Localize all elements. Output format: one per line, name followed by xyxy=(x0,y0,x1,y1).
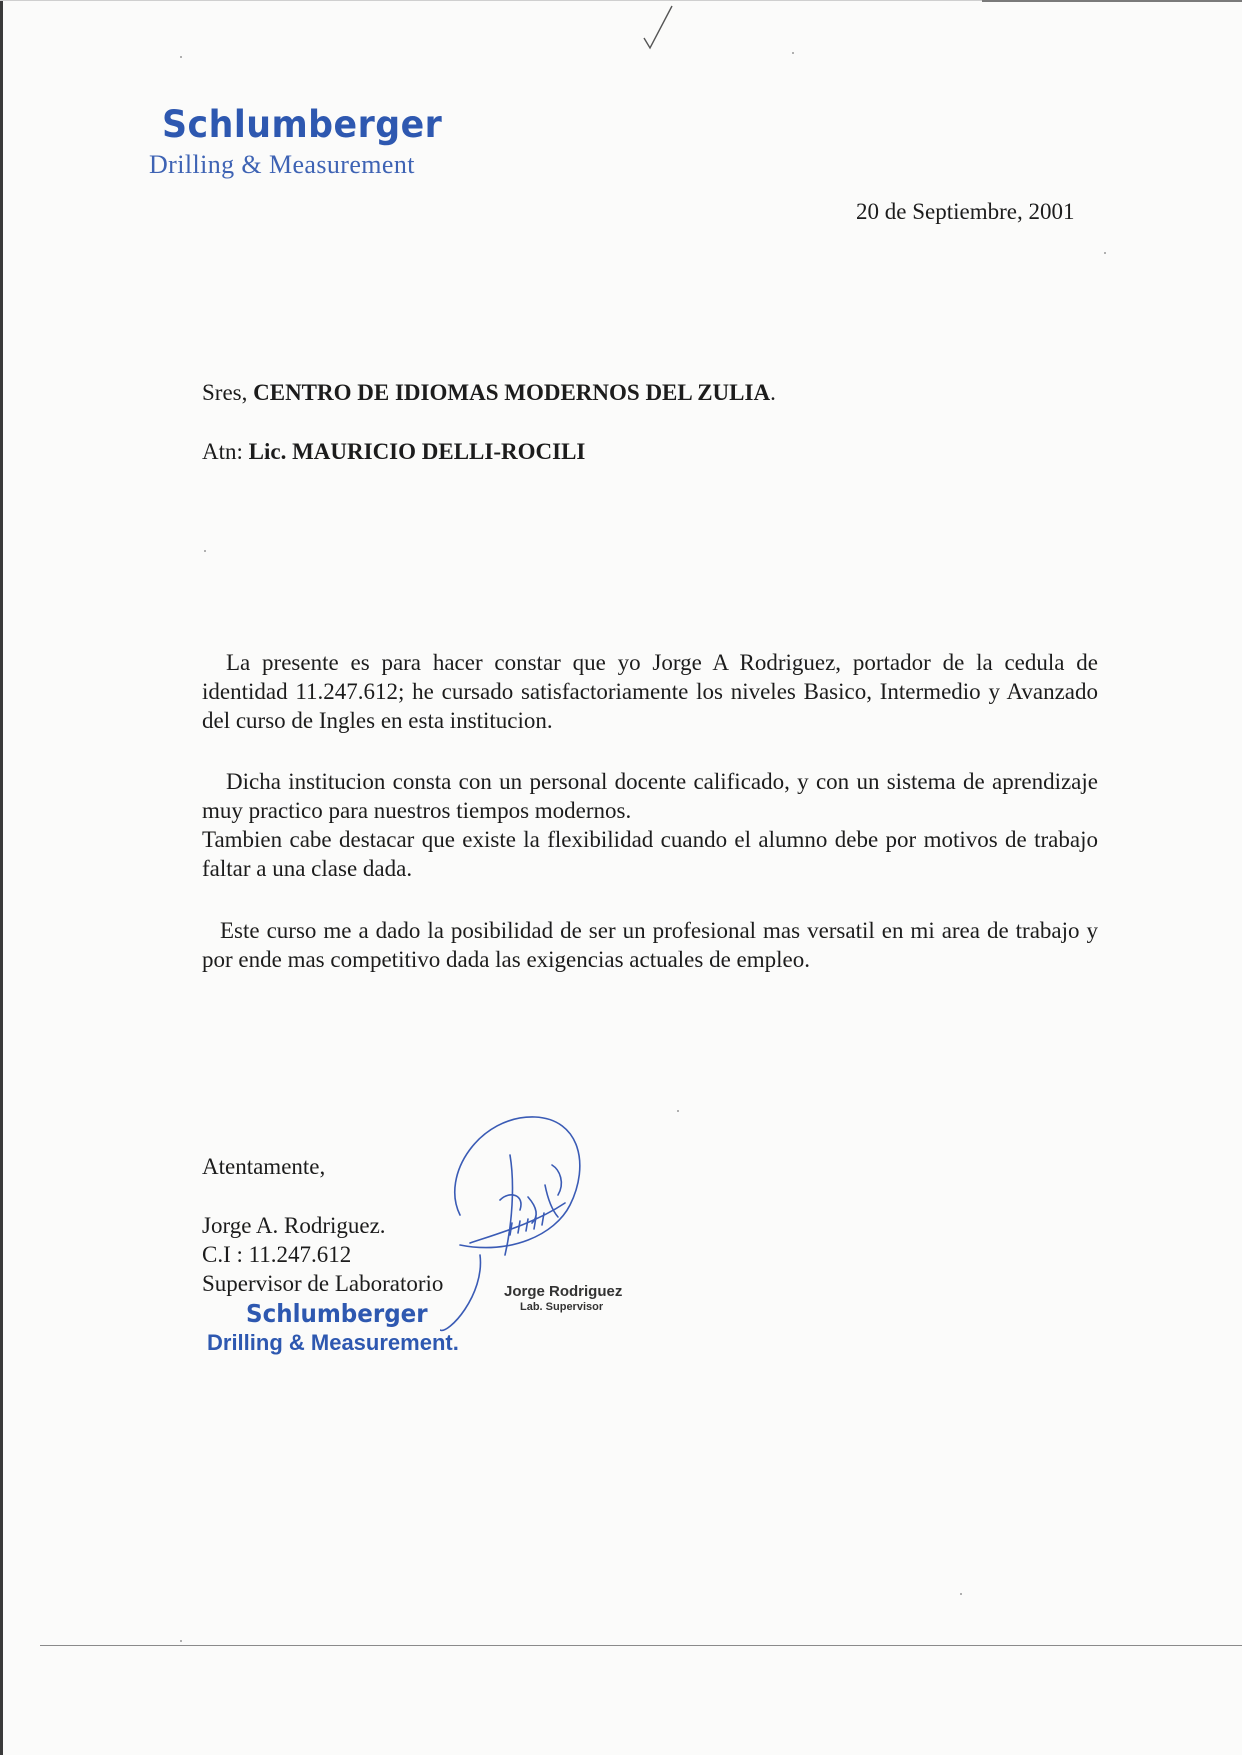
recipient-prefix: Sres, xyxy=(202,380,248,405)
footer-rule xyxy=(40,1645,1242,1646)
closing-salutation: Atentamente, xyxy=(202,1154,326,1179)
recipient-suffix: . xyxy=(770,380,776,405)
body-p2a-text: Dicha institucion consta con un personal docente calificado, y con un sistema de aprendizaje muy practico para nuestros tiempos modernos. xyxy=(202,769,1098,823)
body-paragraph-3 xyxy=(202,916,1098,974)
scan-speck xyxy=(677,1110,679,1112)
letterhead-subtitle: Drilling & Measurement xyxy=(149,150,415,179)
recipient-name: CENTRO DE IDIOMAS MODERNOS DEL ZULIA xyxy=(253,380,771,405)
attention-name: Lic. MAURICIO DELLI-ROCILI xyxy=(248,439,586,464)
stamp-title: Lab. Supervisor xyxy=(520,1301,604,1313)
scan-speck xyxy=(960,1593,962,1595)
attention-line xyxy=(202,439,585,465)
recipient-line xyxy=(202,380,776,406)
body-paragraph-1 xyxy=(202,648,1098,735)
closing-company-logo: Schlumberger xyxy=(246,1299,428,1328)
closing-division: Drilling & Measurement. xyxy=(207,1330,459,1355)
body-p1-text: La presente es para hacer constar que yo Jorge A Rodriguez, portador de la cedula de identidad 11.247.612; he cursado satisfactoriamente los niveles Basico, Intermedio y Avanzado del curso de Ingles en esta institucion. xyxy=(202,650,1098,733)
scan-speck xyxy=(180,1640,182,1642)
letter-date: 20 de Septiembre, 2001 xyxy=(856,199,1075,224)
page-left-edge xyxy=(0,0,3,1755)
body-p3-text: Este curso me a dado la posibilidad de ser un profesional mas versatil en mi area de trabajo y por ende mas competitivo dada las exigencias actuales de empleo. xyxy=(202,918,1098,972)
closing-details xyxy=(202,1211,443,1298)
body-p2b-text: Tambien cabe destacar que existe la flexibilidad cuando el alumno debe por motivos de trabajo faltar a una clase dada. xyxy=(202,827,1098,881)
scan-speck xyxy=(1104,252,1106,254)
closing-name: Jorge A. Rodriguez. xyxy=(202,1213,386,1238)
scan-speck xyxy=(180,56,182,58)
stamp-name: Jorge Rodriguez xyxy=(504,1283,623,1300)
letterhead-logo: Schlumberger xyxy=(162,103,443,146)
scan-speck xyxy=(792,52,794,54)
attention-prefix: Atn: xyxy=(202,439,243,464)
check-mark-icon xyxy=(640,4,680,52)
closing-title: Supervisor de Laboratorio xyxy=(202,1271,444,1296)
scan-speck xyxy=(204,550,206,552)
closing-id: C.I : 11.247.612 xyxy=(202,1242,352,1267)
body-paragraph-2 xyxy=(202,767,1098,883)
page-top-right-edge xyxy=(982,0,1242,2)
